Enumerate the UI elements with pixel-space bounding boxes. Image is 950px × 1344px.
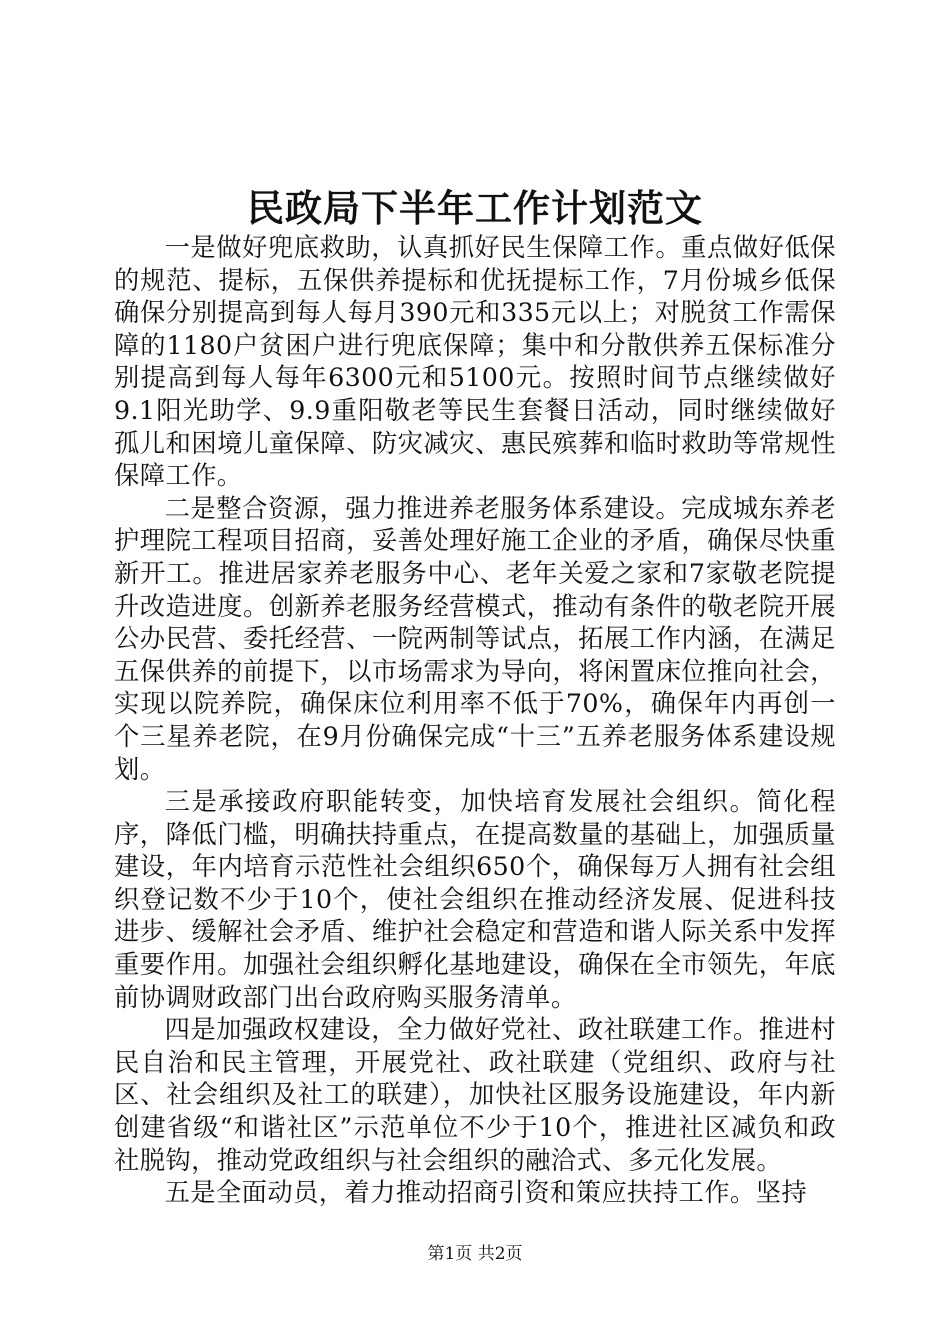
document-title: 民政局下半年工作计划范文 [247, 186, 703, 230]
page-footer: 第1页 共2页 [427, 1244, 523, 1264]
paragraph-5: 五是全面动员，着力推动招商引资和策应扶持工作。坚持 [164, 1178, 808, 1208]
document-body [114, 232, 836, 1210]
paragraph-4: 四是加强政权建设，全力做好党社、政社联建工作。推进村民自治和民主管理，开展党社、政社联建（党组织、政府与社区、社会组织及社工的联建），加快社区服务设施建设，年内新创建省级“和谐社区”示范单位不少于10个，推进社区减负和政社脱钩，推动党政组织与社会组织的融洽式、多元化发展。 [114, 1015, 836, 1175]
paragraph-3: 三是承接政府职能转变，加快培育发展社会组织。简化程序，降低门槛，明确扶持重点，在提高数量的基础上，加强质量建设，年内培育示范性社会组织650个，确保每万人拥有社会组织登记数不少于10个，使社会组织在推动经济发展、促进科技进步、缓解社会矛盾、维护社会稳定和营造和谐人际关系中发挥重要作用。加强社会组织孵化基地建设，确保在全市领先，年底前协调财政部门出台政府购买服务清单。 [114, 787, 836, 1012]
paragraph-2: 二是整合资源，强力推进养老服务体系建设。完成城东养老护理院工程项目招商，妥善处理好施工企业的矛盾，确保尽快重新开工。推进居家养老服务中心、老年关爱之家和7家敬老院提升改造进度。创新养老服务经营模式，推动有条件的敬老院开展公办民营、委托经营、一院两制等试点，拓展工作内涵，在满足五保供养的前提下，以市场需求为导向，将闲置床位推向社会，实现以院养院，确保床位利用率不低于70%，确保年内再创一个三星养老院，在9月份确保完成“十三”五养老服务体系建设规划。 [114, 493, 836, 784]
paragraph-1: 一是做好兜底救助，认真抓好民生保障工作。重点做好低保的规范、提标，五保供养提标和优抚提标工作，7月份城乡低保确保分别提高到每人每月390元和335元以上；对脱贫工作需保障的1180户贫困户进行兜底保障；集中和分散供养五保标准分别提高到每人每年6300元和5100元。按照时间节点继续做好9.1阳光助学、9.9重阳敬老等民生套餐日活动，同时继续做好孤儿和困境儿童保障、防灾减灾、惠民殡葬和临时救助等常规性保障工作。 [114, 233, 836, 491]
